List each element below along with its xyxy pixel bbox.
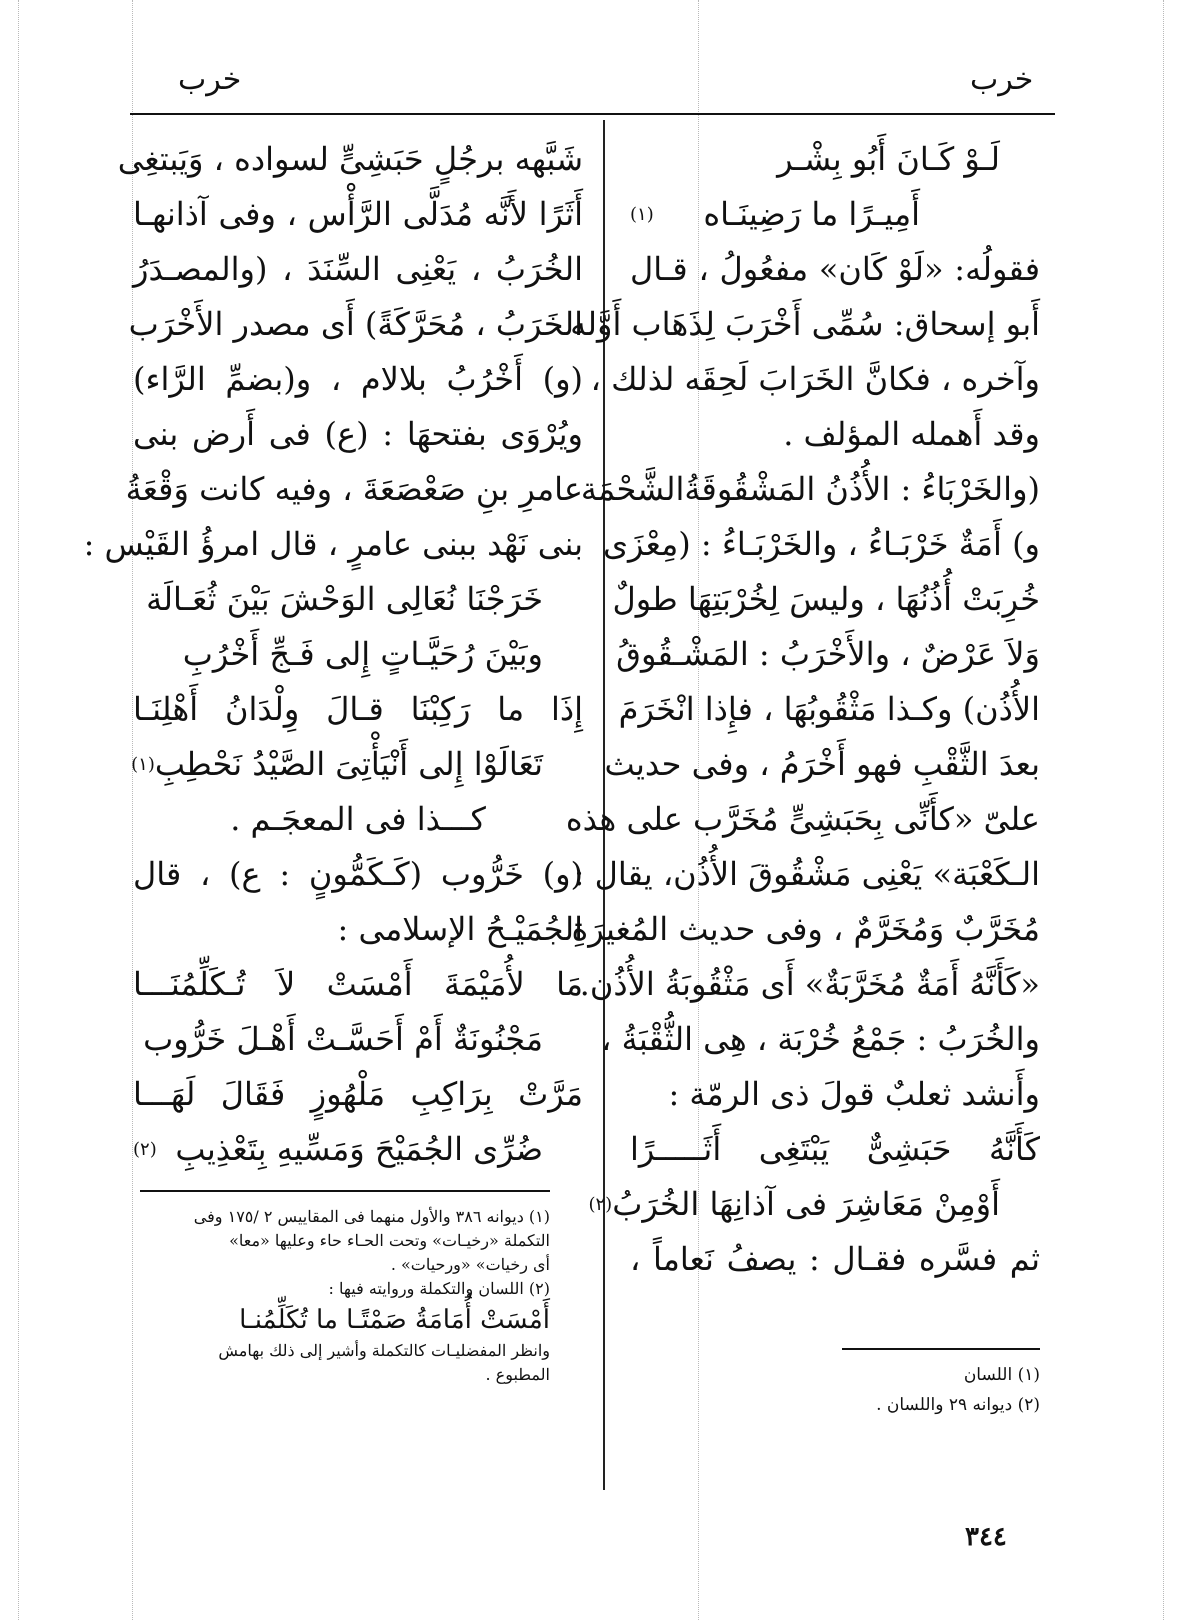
left-column-line [133, 627, 583, 682]
line-text: (و) أَخْرُبُ بلالام ، و(بضمِّ الرَّاء) [133, 360, 583, 398]
footnote-marker: (٢) [588, 1194, 613, 1215]
line-text: أَمِيـرًا ما رَضِينَـاه [703, 195, 920, 233]
right-footnotes [842, 1360, 1040, 1420]
line-text: ضُرِّى الجُمَيْحَ وَمَسِّيهِ بِتَعْذِيبِ [175, 1130, 543, 1168]
line-text: مَجْنُونَةٌ أَمْ أَحَسَّـتْ أَهْـلَ خَرُّوب [143, 1020, 543, 1058]
line-text: خَرَجْنَا نُعَالِى الوَحْشَ بَيْنَ ثُعَـالَة [146, 580, 543, 618]
line-text: كَأَنَّهُ حَبَشِىٌّ يَبْتَغِى أَثَـــــرًا [630, 1130, 1040, 1168]
right-column-line [588, 1177, 1040, 1232]
line-text: وأَنشد ثعلبٌ قولَ ذى الرمّة : [668, 1075, 1040, 1113]
footnote-marker: (٢) [133, 1139, 157, 1160]
right-column-line [630, 1067, 1040, 1122]
line-text: كـــذا فى المعجَـم . [230, 800, 486, 838]
scan-edge-left [18, 0, 19, 1620]
right-column-line [630, 1232, 1040, 1287]
right-column-line [570, 297, 1040, 352]
line-text: (والخَرْبَاءُ : الأُذُنُ المَشْقُوقَةُالشَّحْمَة [580, 470, 1040, 508]
page-number: ٣٤٤ [965, 1522, 1007, 1552]
right-column-line [604, 737, 1040, 792]
right-column-line [630, 407, 1040, 462]
left-column-line [128, 297, 583, 352]
line-text: فقولُه: «لَوْ كَان» مفعُولُ ، قـال [630, 250, 1040, 288]
line-text: مَا لأُمَيْمَةَ أَمْسَتْ لاَ تُـكَلِّمُنَـــا [133, 965, 583, 1003]
left-column-line [133, 682, 583, 737]
header-left: خرب [178, 62, 242, 97]
footnote-line: (١) اللسان [963, 1365, 1040, 1385]
line-text: ويُرْوَى بفتحهَا : (ع) فى أَرض بنى [133, 415, 583, 453]
footnote-line: المطبوع . [485, 1365, 550, 1384]
left-column-line [133, 1012, 583, 1067]
line-text: الأُذُن) وكـذا مَثْقُوبُهَا ، فإِذا انْخَرَمَ [618, 690, 1040, 728]
left-column-line [133, 1067, 583, 1122]
line-text: وآخره ، فكانَّ الخَرَابَ لَحِقَه لذلك ، [590, 360, 1040, 398]
footnote-verse: أَمْسَتْ أُمَامَةُ صَمْتًـا ما تُكَلِّمُنـا [239, 1305, 550, 1335]
left-column-line [133, 957, 583, 1012]
line-text: بنى نَهْد ببنى عامرٍ ، قال امرؤُ القَيْس : [83, 525, 583, 563]
left-column-line [133, 847, 583, 902]
right-column-line [630, 1122, 1040, 1177]
left-column-line [133, 737, 583, 792]
footnote-line: التكملة «رخيـات» وتحت الحـاء حاء وعليها «معا» [229, 1231, 550, 1250]
left-column-line [133, 352, 583, 407]
line-text: مَرَّتْ بِرَاكِبِ مَلْهُوزٍ فَقَالَ لَهَـــا [133, 1075, 583, 1113]
line-text: أَثَرًا لأَنَّه مُدَلَّى الرَّأْس ، وفى آذانهـا [133, 195, 583, 233]
line-text: عامرِ بنِ صَعْصَعَةَ ، وفيه كانت وَقْعَةُ [125, 470, 583, 508]
right-column-line [601, 1012, 1040, 1067]
line-text: «كَأَنَّهُ أَمَةٌ مُخَرَّبَةٌ» أَى مَثْقُوبَةُ الأُذُن. [579, 965, 1040, 1003]
line-text: خُرِبَتْ أُذُنُهَا ، وليسَ لِخُرْبَتِهَا طولٌ [612, 580, 1040, 618]
footnote-line: وانظر المفضليـات كالتكملة وأشير إلى ذلك بهامش [218, 1341, 550, 1360]
left-footnote-rule [140, 1190, 550, 1192]
line-text: شَبَّهه برجُلٍ حَبَشِىٍّ لسواده ، وَيَبتغِى [117, 140, 583, 178]
line-text: الجُمَيْـحُ الإسلامى : [337, 910, 583, 948]
line-text: والخُرَبُ : جَمْعُ خُرْبَة ، هِى الثُّقْبَةُ ، [601, 1020, 1040, 1058]
right-footnote-rule [842, 1348, 1040, 1350]
line-text: الـكَعْبَة» يَعْنِى مَشْقُوقَ الأُذُن، يقال : [573, 855, 1040, 893]
right-column-line [580, 462, 1040, 517]
right-column-line [618, 682, 1040, 737]
left-column-line [125, 462, 583, 517]
line-text: الخُرَبُ ، يَعْنِى السِّنَدَ ، (والمصـدَرُ [133, 250, 583, 288]
line-text: علىّ «كأَنِّى بِحَبَشِىٍّ مُخَرَّب على هذه [565, 800, 1040, 838]
left-column-line [133, 902, 583, 957]
right-column-line [573, 847, 1040, 902]
header-rule [130, 113, 1055, 115]
line-text: تَعَالَوْا إِلى أَنْيَأْتِىَ الصَّيْدُ نَحْطِبِ [154, 745, 543, 783]
line-text: و) أَمَةٌ خَرْبَـاءُ ، والخَرْبَـاءُ : (مِعْزَى [602, 525, 1040, 563]
line-text: وبَيْنَ رُحَيَّـاتٍ إِلى فَـجِّ أَخْرُبِ [182, 635, 543, 673]
line-text: إِذَا ما رَكِبْنَا قـالَ وِلْدَانُ أَهْلِنَـا [133, 690, 583, 728]
line-text: وقد أَهمله المؤلف . [783, 415, 1040, 453]
line-text: بعدَ الثَّقْبِ فهو أَخْرَمُ ، وفى حديث [604, 745, 1040, 783]
header-right: خرب [970, 62, 1034, 97]
left-column-line [117, 132, 583, 187]
right-column-line [630, 242, 1040, 297]
footnote-line: (٢) ديوانه ٢٩ واللسان . [876, 1395, 1040, 1415]
line-text: أَوْمِنْ مَعَاشِرَ فى آذانِهَا الخُرَبُ [612, 1185, 1000, 1223]
left-column-line [133, 242, 583, 297]
right-column-line [565, 792, 1040, 847]
left-column-line [133, 572, 583, 627]
line-text: وَلاَ عَرْضٌ ، والأَخْرَبُ : المَشْـقُوقُ [616, 635, 1040, 673]
line-text: لَـوْ كَـانَ أَبُو بِشْـر [777, 140, 1000, 178]
scan-edge-right [1163, 0, 1164, 1620]
left-column-line [133, 187, 583, 242]
left-column-line [83, 517, 583, 572]
left-footnotes [140, 1205, 550, 1387]
right-column-line [612, 572, 1040, 627]
right-column [565, 132, 1040, 1287]
right-column-line [616, 627, 1040, 682]
footnote-marker: (١) [630, 204, 654, 225]
right-column-line [590, 352, 1040, 407]
line-text: أَبو إسحاق: سُمِّى أَخْرَبَ لِذَهَاب أَوَّله [570, 305, 1040, 343]
footnote-line: (٢) اللسان والتكملة وروايته فيها : [328, 1279, 550, 1298]
right-column-line [630, 132, 1040, 187]
footnote-marker: (١) [131, 754, 155, 775]
line-text: مُخَرَّبٌ وَمُخَرَّمٌ ، وفى حديث المُغيرَةِ [571, 910, 1040, 948]
right-column-line [602, 517, 1040, 572]
left-column-line [133, 407, 583, 462]
footnote-line: (١) ديوانه ٣٨٦ والأول منهما فى المقاييس ٢ /١٧٥ وفى [193, 1207, 550, 1226]
line-text: ثم فسَّره فقـال : يصفُ نَعاماً ، [630, 1240, 1040, 1278]
line-text: الخَرَبُ ، مُحَرَّكَةً) أَى مصدر الأَخْرَب [128, 305, 583, 343]
left-column [83, 132, 583, 1177]
left-column-line [133, 1122, 583, 1177]
line-text: (و) خَرُّوب (كَـكَمُّونٍ : ع) ، قال [133, 855, 583, 893]
footnote-line: أى رخيات» «ورحيات» . [390, 1255, 550, 1274]
right-column-line [579, 957, 1040, 1012]
right-column-line [630, 187, 1040, 242]
right-column-line [571, 902, 1040, 957]
left-column-line [133, 792, 583, 847]
